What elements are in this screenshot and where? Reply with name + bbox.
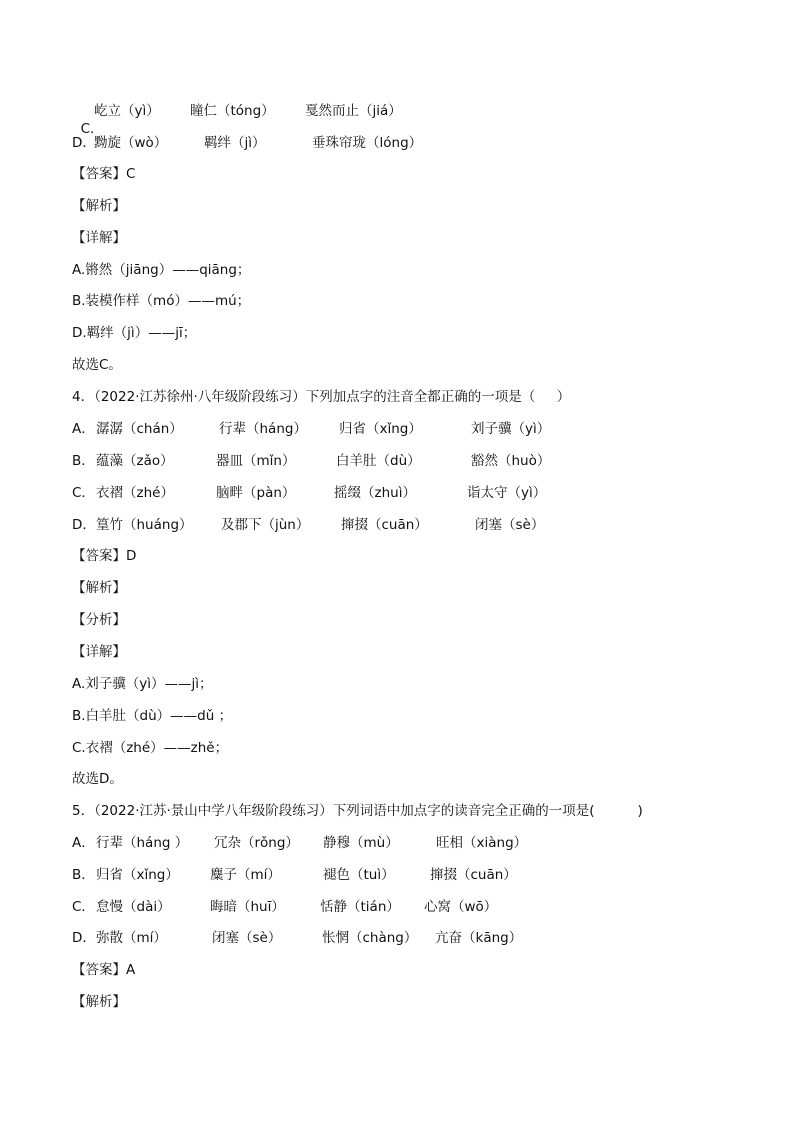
q3-analysis-heading: 【解析】 <box>72 198 126 214</box>
q4-option-c-item: 摇缀（zhuì） <box>334 485 416 501</box>
q5-answer: 【答案】A <box>72 962 136 978</box>
q4-option-c-item: 诣太守（yì） <box>467 485 547 501</box>
q5-option-c-item: 晦暗（huī） <box>210 899 285 915</box>
q4-analysis-heading: 【解析】 <box>72 580 126 596</box>
q5-option-d-item: 亢奋（kāng） <box>435 930 523 946</box>
q3-answer: 【答案】C <box>72 166 136 182</box>
q4-option-c-item: 衣褶（zhé） <box>96 485 174 501</box>
q5-option-a: A． <box>72 835 95 851</box>
q5-option-c-item: 恬静（tián） <box>320 899 400 915</box>
q4-option-a-item: 行辈（háng） <box>219 421 307 437</box>
q5-option-c-item: 心窝（wō） <box>424 899 498 915</box>
q5-option-d-item: 闭塞（sè） <box>212 930 282 946</box>
q3-option-c-item-3: 戛然而止（jiá） <box>305 103 402 119</box>
q5-option-a-item: 旺相（xiàng） <box>436 835 528 851</box>
q3-detail-line: D.羁绊（jì）——jī； <box>72 325 197 341</box>
q3-detail-line: B.装模作样（mó）——mú； <box>72 293 251 309</box>
q4-option-b-item: 器皿（mǐn） <box>216 453 296 469</box>
q4-option-d: D． <box>72 517 96 533</box>
q4-answer: 【答案】D <box>72 548 137 564</box>
q4-detail-heading: 【详解】 <box>72 644 126 660</box>
q3-detail-heading: 【详解】 <box>72 230 126 246</box>
q5-title: 5．（2022·江苏·景山中学八年级阶段练习）下列词语中加点字的读音完全正确的一项是( ) <box>72 803 643 819</box>
q5-option-b-item: 归省（xǐng） <box>96 867 179 883</box>
q5-option-b: B． <box>72 867 95 883</box>
q4-fenxi-heading: 【分析】 <box>72 612 126 628</box>
q3-option-c: C． <box>80 121 104 137</box>
q3-option-d: D． <box>72 135 96 151</box>
q4-option-b-item: 豁然（huò） <box>471 453 551 469</box>
q3-option-c-item-2: 瞳仁（tóng） <box>190 103 275 119</box>
q3-option-c-item-1: 屹立（yì） <box>94 103 160 119</box>
q4-option-b-item: 白羊肚（dù） <box>336 453 421 469</box>
q5-option-c: C． <box>72 899 95 915</box>
q5-option-b-item: 撺掇（cuān） <box>430 867 517 883</box>
q5-option-a-item: 冗杂（rǒng） <box>214 835 299 851</box>
q4-option-b-item: 蕴藻（zǎo） <box>96 453 174 469</box>
q4-detail-line: C.衣褶（zhé）——zhě； <box>72 740 229 756</box>
q5-option-d-item: 弥散（mí） <box>96 930 167 946</box>
q3-option-d-item-3: 垂珠帘珑（lóng） <box>312 135 423 151</box>
q5-analysis-heading: 【解析】 <box>72 994 126 1010</box>
q4-option-d-item: 撺掇（cuān） <box>341 517 428 533</box>
q3-conclusion: 故选C。 <box>72 357 122 373</box>
q5-option-d: D． <box>72 930 96 946</box>
q5-option-c-item: 怠慢（dài） <box>96 899 171 915</box>
q3-detail-line: A.锵然（jiāng）——qiāng； <box>72 262 251 278</box>
q3-option-d-item-2: 羁绊（jì） <box>204 135 266 151</box>
q4-detail-line: A.刘子骥（yì）——jì； <box>72 676 213 692</box>
q4-option-a-item: 刘子骥（yì） <box>471 421 551 437</box>
q4-option-b: B． <box>72 453 95 469</box>
q4-option-c-item: 脑畔（pàn） <box>216 485 296 501</box>
q4-option-d-item: 闭塞（sè） <box>475 517 545 533</box>
q5-option-b-item: 褪色（tuì） <box>323 867 395 883</box>
q5-option-d-item: 怅惘（chàng） <box>322 930 418 946</box>
q4-option-a-item: 潺潺（chán） <box>96 421 183 437</box>
q4-option-d-item: 及郡下（jùn） <box>221 517 310 533</box>
q4-option-a: A． <box>72 421 95 437</box>
q4-option-c: C． <box>72 485 95 501</box>
q5-option-b-item: 麋子（mí） <box>210 867 281 883</box>
q4-conclusion: 故选D。 <box>72 771 123 787</box>
q4-title: 4．（2022·江苏徐州·八年级阶段练习）下列加点字的注音全都正确的一项是（ ） <box>72 389 571 405</box>
q3-option-d-item-1: 黝旋（wò） <box>94 135 168 151</box>
q4-option-d-item: 篁竹（huáng） <box>96 517 193 533</box>
q4-detail-line: B.白羊肚（dù）——dǔ ； <box>72 708 233 724</box>
q5-option-a-item: 静穆（mù） <box>323 835 399 851</box>
q5-option-a-item: 行辈（háng ） <box>96 835 189 851</box>
q4-option-a-item: 归省（xǐng） <box>339 421 422 437</box>
